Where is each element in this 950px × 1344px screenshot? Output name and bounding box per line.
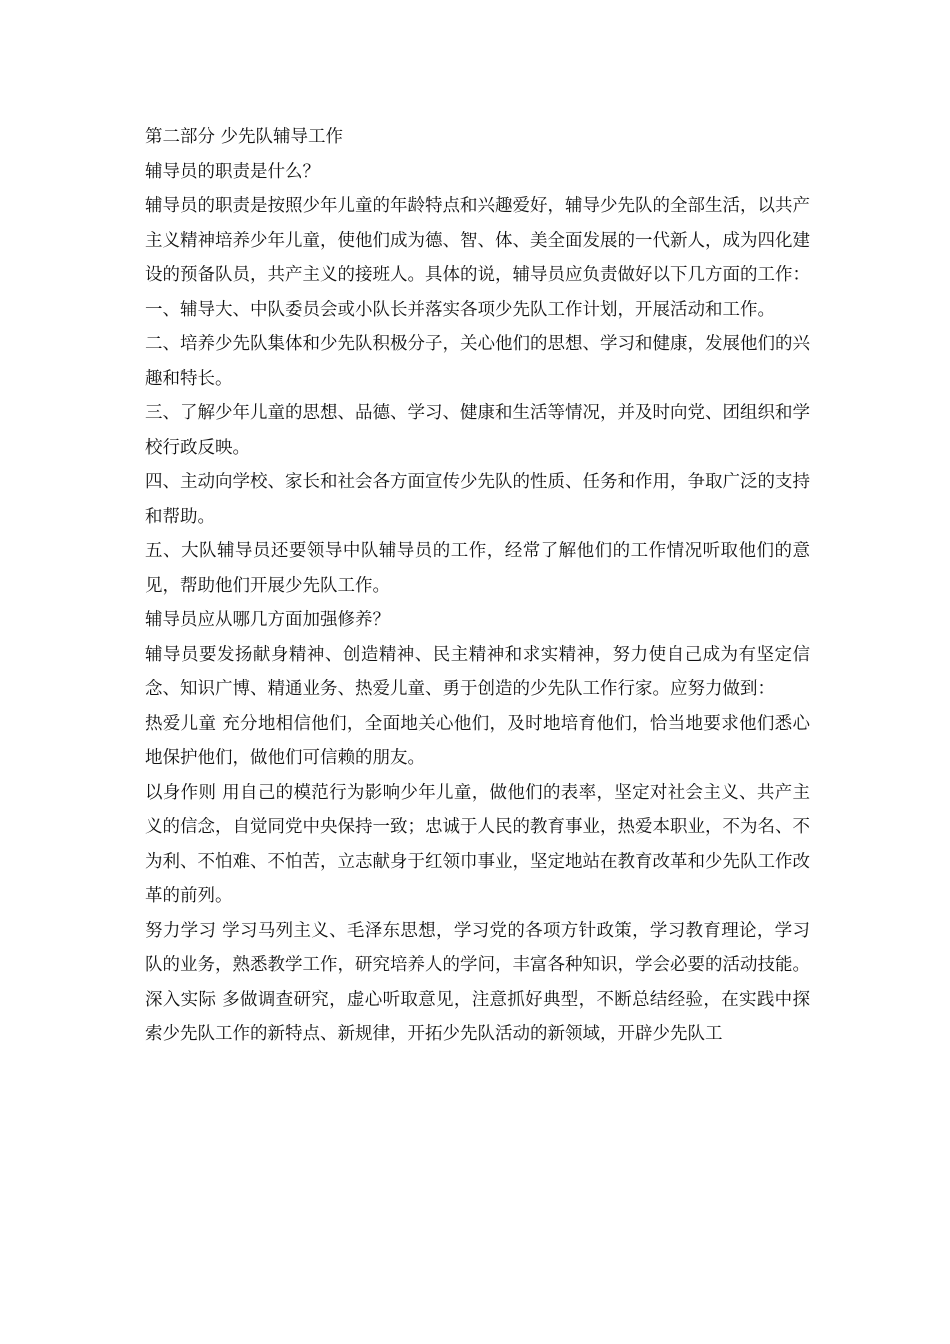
body-paragraph: 辅导员要发扬献身精神、创造精神、民主精神和求实精神，努力使自己成为有坚定信念、知识广博、精通业务、热爱儿童、勇于创造的少先队工作行家。应努力做到： [145,644,810,699]
body-paragraph: 辅导员的职责是按照少年儿童的年龄特点和兴趣爱好，辅导少先队的全部生活，以共产主义精神培养少年儿童，使他们成为德、智、体、美全面发展的一代新人，成为四化建设的预备队员，共产主义的接班人。具体的说，辅导员应负责做好以下几方面的工作： [145,196,810,285]
list-item: 二、培养少先队集体和少先队积极分子，关心他们的思想、学习和健康，发展他们的兴趣和特长。 [145,334,810,389]
section-heading: 第二部分 少先队辅导工作 [145,127,344,147]
body-paragraph: 努力学习 学习马列主义、毛泽东思想，学习党的各项方针政策，学习教育理论，学习队的业务，熟悉教学工作，研究培养人的学问，丰富各种知识，学会必要的活动技能。 [145,920,810,975]
question-heading: 辅导员的职责是什么？ [145,161,320,182]
body-paragraph: 深入实际 多做调查研究，虚心听取意见，注意抓好典型，不断总结经验，在实践中探索少先队工作的新特点、新规律，开拓少先队活动的新领域，开辟少先队工 [145,989,810,1044]
document-body [145,120,810,1052]
list-item: 一、辅导大、中队委员会或小队长并落实各项少先队工作计划，开展活动和工作。 [145,299,775,320]
list-item: 四、主动向学校、家长和社会各方面宣传少先队的性质、任务和作用，争取广泛的支持和帮助。 [145,472,810,527]
list-item: 五、大队辅导员还要领导中队辅导员的工作，经常了解他们的工作情况听取他们的意见，帮助他们开展少先队工作。 [145,541,810,596]
question-heading: 辅导员应从哪几方面加强修养？ [145,610,390,630]
body-paragraph: 以身作则 用自己的模范行为影响少年儿童，做他们的表率，坚定对社会主义、共产主义的信念，自觉同党中央保持一致；忠诚于人民的教育事业，热爱本职业，不为名、不为利、不怕难、不怕苦，立志献身于红领巾事业，坚定地站在教育改革和少先队工作改革的前列。 [145,782,810,906]
body-paragraph: 热爱儿童 充分地相信他们，全面地关心他们，及时地培育他们，恰当地要求他们悉心地保护他们，做他们可信赖的朋友。 [145,713,810,768]
list-item: 三、了解少年儿童的思想、品德、学习、健康和生活等情况，并及时向党、团组织和学校行政反映。 [145,403,810,458]
